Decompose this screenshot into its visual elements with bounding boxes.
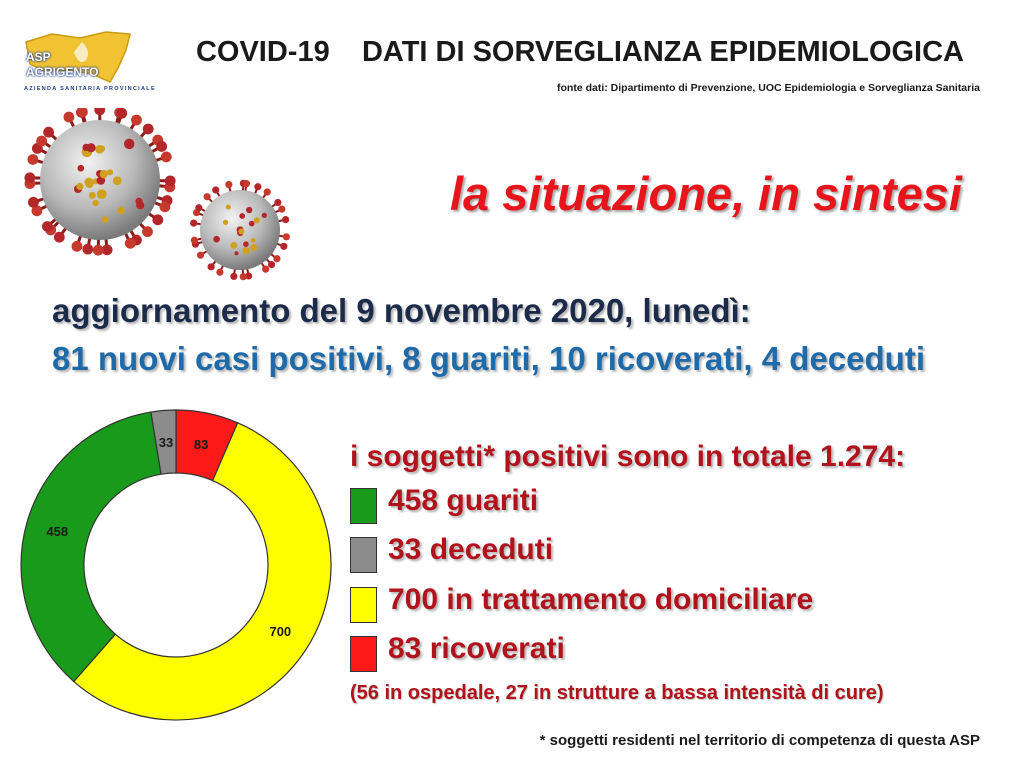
donut-label-83: 83 xyxy=(193,437,209,453)
footnote: * soggetti residenti nel territorio di competenza di questa ASP xyxy=(539,732,980,749)
legend-swatch-ricoverati xyxy=(350,636,377,672)
legend-label-ricoverati: 83 ricoverati xyxy=(388,632,565,665)
hospital-breakdown-note: (56 in ospedale, 27 in strutture a bassa intensità di cure) xyxy=(350,682,884,704)
total-positive-line: i soggetti* positivi sono in totale 1.274: xyxy=(350,440,906,473)
data-source-note: fonte dati: Dipartimento di Prevenzione, UOC Epidemiologia e Sorveglianza Sanitaria xyxy=(557,82,980,94)
donut-slice-458 xyxy=(21,412,161,681)
legend-swatch-deceduti xyxy=(350,537,377,573)
virus-large-icon xyxy=(24,108,175,256)
virus-small-icon xyxy=(190,180,290,281)
legend-swatch-guariti xyxy=(350,488,377,524)
page-title: COVID-19 DATI DI SORVEGLIANZA EPIDEMIOLOGICA xyxy=(195,36,965,68)
donut-label-33: 33 xyxy=(158,434,174,450)
donut-label-458: 458 xyxy=(46,524,69,540)
update-date-line: aggiornamento del 9 novembre 2020, lunedì: xyxy=(52,292,751,329)
legend-swatch-domiciliare xyxy=(350,587,377,623)
legend-label-domiciliare: 700 in trattamento domiciliare xyxy=(388,583,814,616)
subtitle: la situazione, in sintesi xyxy=(450,167,962,220)
legend-label-guariti: 458 guariti xyxy=(388,484,539,517)
logo-text-subtitle: AZIENDA SANITARIA PROVINCIALE xyxy=(24,86,156,92)
donut-label-700: 700 xyxy=(269,624,292,640)
cases-donut-chart xyxy=(18,407,338,723)
legend-label-deceduti: 33 deceduti xyxy=(388,533,554,566)
asp-logo xyxy=(22,28,156,96)
coronavirus-illustration xyxy=(18,108,308,288)
daily-cases-line: 81 nuovi casi positivi, 8 guariti, 10 ricoverati, 4 deceduti xyxy=(52,340,925,377)
logo-text-asp: ASP xyxy=(26,50,51,64)
logo-text-agrigento: AGRIGENTO xyxy=(26,65,99,79)
